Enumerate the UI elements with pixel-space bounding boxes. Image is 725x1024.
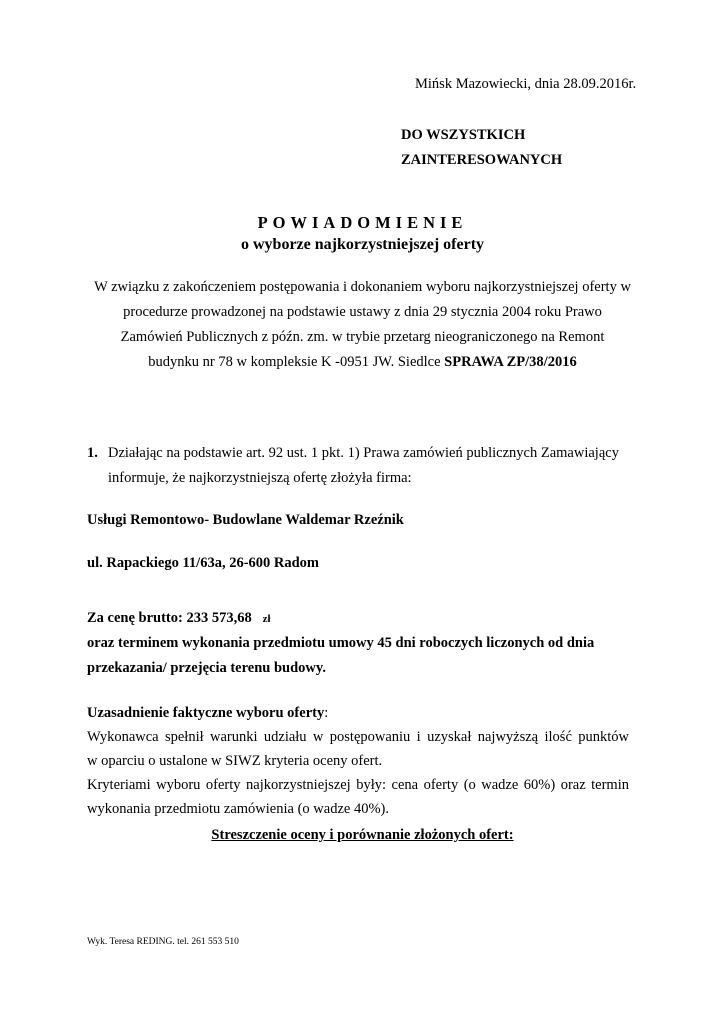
justification-line-1: Wykonawca spełnił warunki udziału w postępowaniu i uzyskał najwyższą ilość punktów: [87, 729, 629, 745]
recipient-line-2: ZAINTERESOWANYCH: [401, 152, 563, 168]
justification-line-3: Kryteriami wyboru oferty najkorzystniejszej były: cena oferty (o wadze 60%) oraz termin: [87, 777, 629, 793]
recipient-line-1: DO WSZYSTKICH: [401, 127, 526, 143]
justification-heading-text: Uzasadnienie faktyczne wyboru oferty: [87, 705, 325, 721]
company-name: Usługi Remontowo- Budowlane Waldemar Rzeźnik: [87, 512, 404, 528]
case-number: SPRAWA ZP/38/2016: [444, 354, 577, 370]
point-number: 1.: [87, 445, 98, 461]
intro-line-4-text: budynku nr 78 w kompleksie K -0951 JW. Siedlce: [148, 354, 445, 370]
place-date: Mińsk Mazowiecki, dnia 28.09.2016r.: [415, 76, 637, 92]
footer-text: Wyk. Teresa REDING. tel. 261 553 510: [87, 937, 239, 947]
justification-colon: :: [324, 705, 329, 721]
company-address: ul. Rapackiego 11/63a, 26-600 Radom: [87, 555, 320, 571]
justification-line-4: wykonania przedmiotu zamówienia (o wadze 40%).: [87, 801, 389, 817]
term-line-1: oraz terminem wykonania przedmiotu umowy 45 dni roboczych liczonych od dnia: [87, 635, 595, 651]
price-line: [87, 610, 271, 627]
intro-line-4: [0, 354, 725, 371]
summary-heading: Streszczenie oceny i porównanie złożonych ofert:: [211, 827, 514, 843]
point-1-line-2: informuje, że najkorzystniejszą ofertę złożyła firma:: [108, 470, 412, 486]
point-1-line-1: Działając na podstawie art. 92 ust. 1 pkt. 1) Prawa zamówień publicznych Zamawiający: [108, 445, 619, 461]
page-title: POWIADOMIENIE: [257, 213, 468, 232]
justification-line-2: w oparciu o ustalone w SIWZ kryteria oceny ofert.: [87, 753, 383, 769]
intro-line-1: W związku z zakończeniem postępowania i dokonaniem wyboru najkorzystniejszej oferty w: [94, 279, 631, 295]
price-label: Za cenę brutto: 233 573,68: [87, 610, 252, 626]
justification-heading: [87, 705, 328, 722]
page-subtitle: o wyborze najkorzystniejszej oferty: [240, 236, 485, 253]
intro-line-2: procedurze prowadzonej na podstawie ustawy z dnia 29 stycznia 2004 roku Prawo: [123, 304, 602, 320]
term-line-2: przekazania/ przejęcia terenu budowy.: [87, 660, 326, 676]
intro-line-3: Zamówień Publicznych z późn. zm. w trybie przetarg nieograniczonego na Remont: [120, 329, 605, 345]
price-currency: zł: [262, 613, 271, 625]
